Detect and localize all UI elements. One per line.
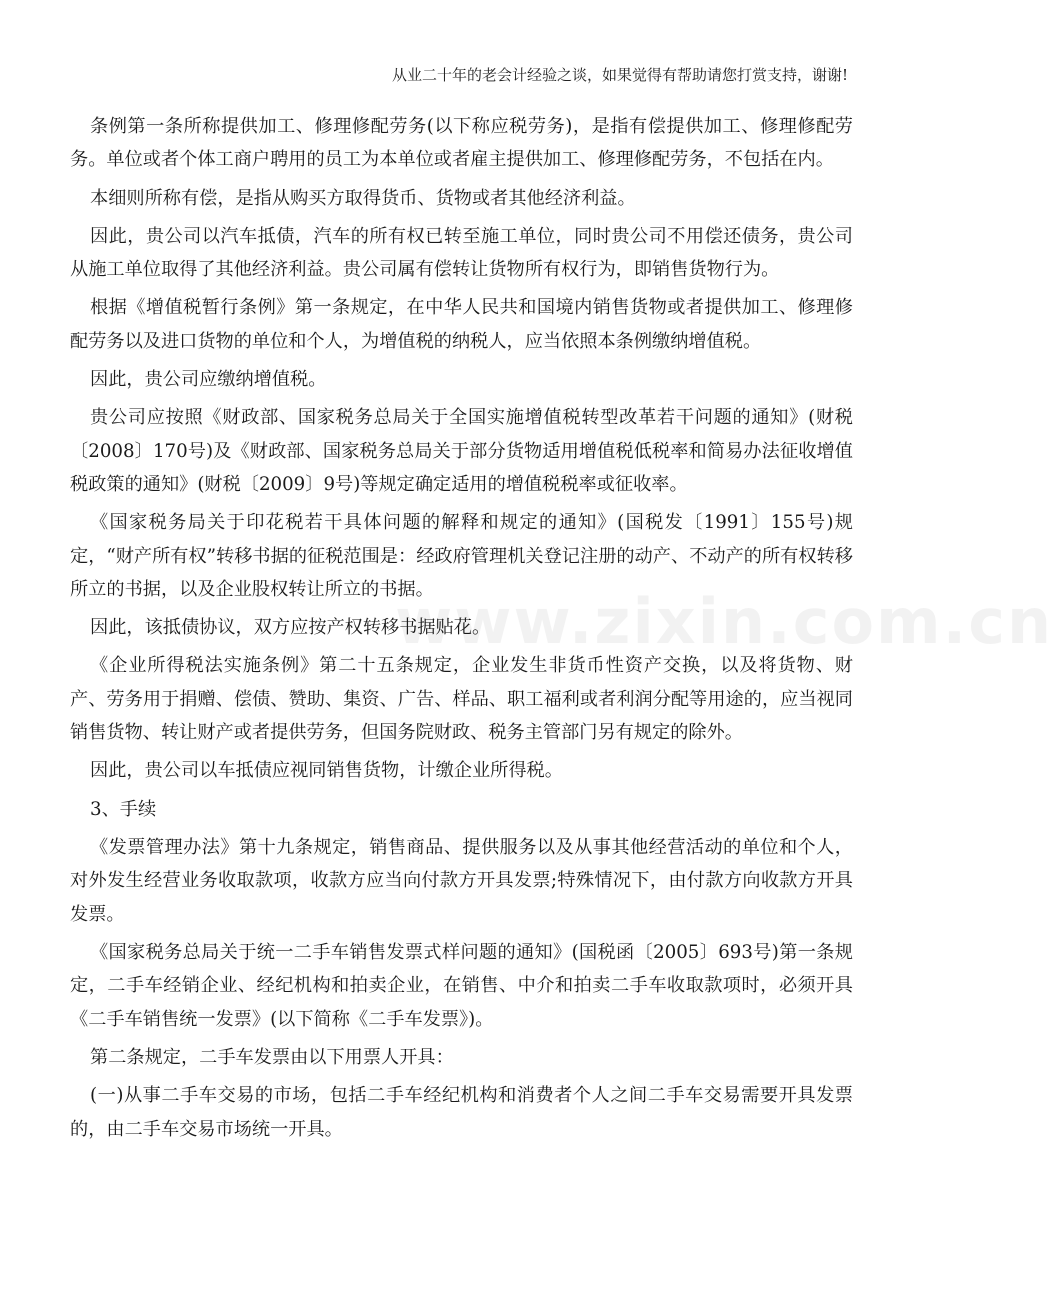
paragraph: 《发票管理办法》第十九条规定，销售商品、提供服务以及从事其他经营活动的单位和个人，对外发生经营业务收取款项，收款方应当向付款方开具发票;特殊情况下，由付款方向收款方开具发票。 bbox=[70, 836, 853, 925]
paragraph: 因此，贵公司以汽车抵债，汽车的所有权已转至施工单位，同时贵公司不用偿还债务，贵公司从施工单位取得了其他经济利益。贵公司属有偿转让货物所有权行为，即销售货物行为。 bbox=[70, 225, 853, 281]
paragraph: 《国家税务总局关于统一二手车销售发票式样问题的通知》(国税函〔2005〕693号)第一条规定，二手车经销企业、经纪机构和拍卖企业，在销售、中介和拍卖二手车收取款项时，必须开具《二手车销售统一发票》(以下简称《二手车发票》)。 bbox=[70, 941, 853, 1030]
paragraph: 贵公司应按照《财政部、国家税务总局关于全国实施增值税转型改革若干问题的通知》(财税〔2008〕170号)及《财政部、国家税务总局关于部分货物适用增值税低税率和简易办法征收增值税政策的通知》(财税〔2009〕9号)等规定确定适用的增值税税率或征收率。 bbox=[70, 407, 853, 496]
paragraph: 本细则所称有偿，是指从购买方取得货币、货物或者其他经济利益。 bbox=[90, 187, 636, 209]
section-heading: 3、手续 bbox=[90, 798, 157, 820]
header-note: 从业二十年的老会计经验之谈，如果觉得有帮助请您打赏支持，谢谢! bbox=[391, 66, 848, 84]
paragraph: 因此，贵公司应缴纳增值税。 bbox=[90, 369, 327, 391]
paragraph: 因此，该抵债协议，双方应按产权转移书据贴花。 bbox=[90, 617, 491, 639]
document-body bbox=[70, 110, 853, 1151]
paragraph: 因此，贵公司以车抵债应视同销售货物，计缴企业所得税。 bbox=[90, 760, 563, 782]
paragraph: 《国家税务局关于印花税若干具体问题的解释和规定的通知》(国税发〔1991〕155号)规定，“财产所有权”转移书据的征税范围是：经政府管理机关登记注册的动产、不动产的所有权转移所立的书据，以及企业股权转让所立的书据。 bbox=[70, 512, 853, 601]
watermark: www.zixin.com.cn bbox=[395, 585, 1053, 658]
paragraph: 《企业所得税法实施条例》第二十五条规定，企业发生非货币性资产交换，以及将货物、财产、劳务用于捐赠、偿债、赞助、集资、广告、样品、职工福利或者利润分配等用途的，应当视同销售货物、转让财产或者提供劳务，但国务院财政、税务主管部门另有规定的除外。 bbox=[70, 655, 853, 744]
paragraph: (一)从事二手车交易的市场，包括二手车经纪机构和消费者个人之间二手车交易需要开具发票的，由二手车交易市场统一开具。 bbox=[70, 1085, 853, 1140]
paragraph: 根据《增值税暂行条例》第一条规定，在中华人民共和国境内销售货物或者提供加工、修理修配劳务以及进口货物的单位和个人，为增值税的纳税人，应当依照本条例缴纳增值税。 bbox=[70, 297, 853, 352]
paragraph: 第二条规定，二手车发票由以下用票人开具： bbox=[90, 1046, 454, 1068]
paragraph: 条例第一条所称提供加工、修理修配劳务(以下称应税劳务)，是指有偿提供加工、修理修配劳务。单位或者个体工商户聘用的员工为本单位或者雇主提供加工、修理修配劳务，不包括在内。 bbox=[70, 116, 853, 171]
